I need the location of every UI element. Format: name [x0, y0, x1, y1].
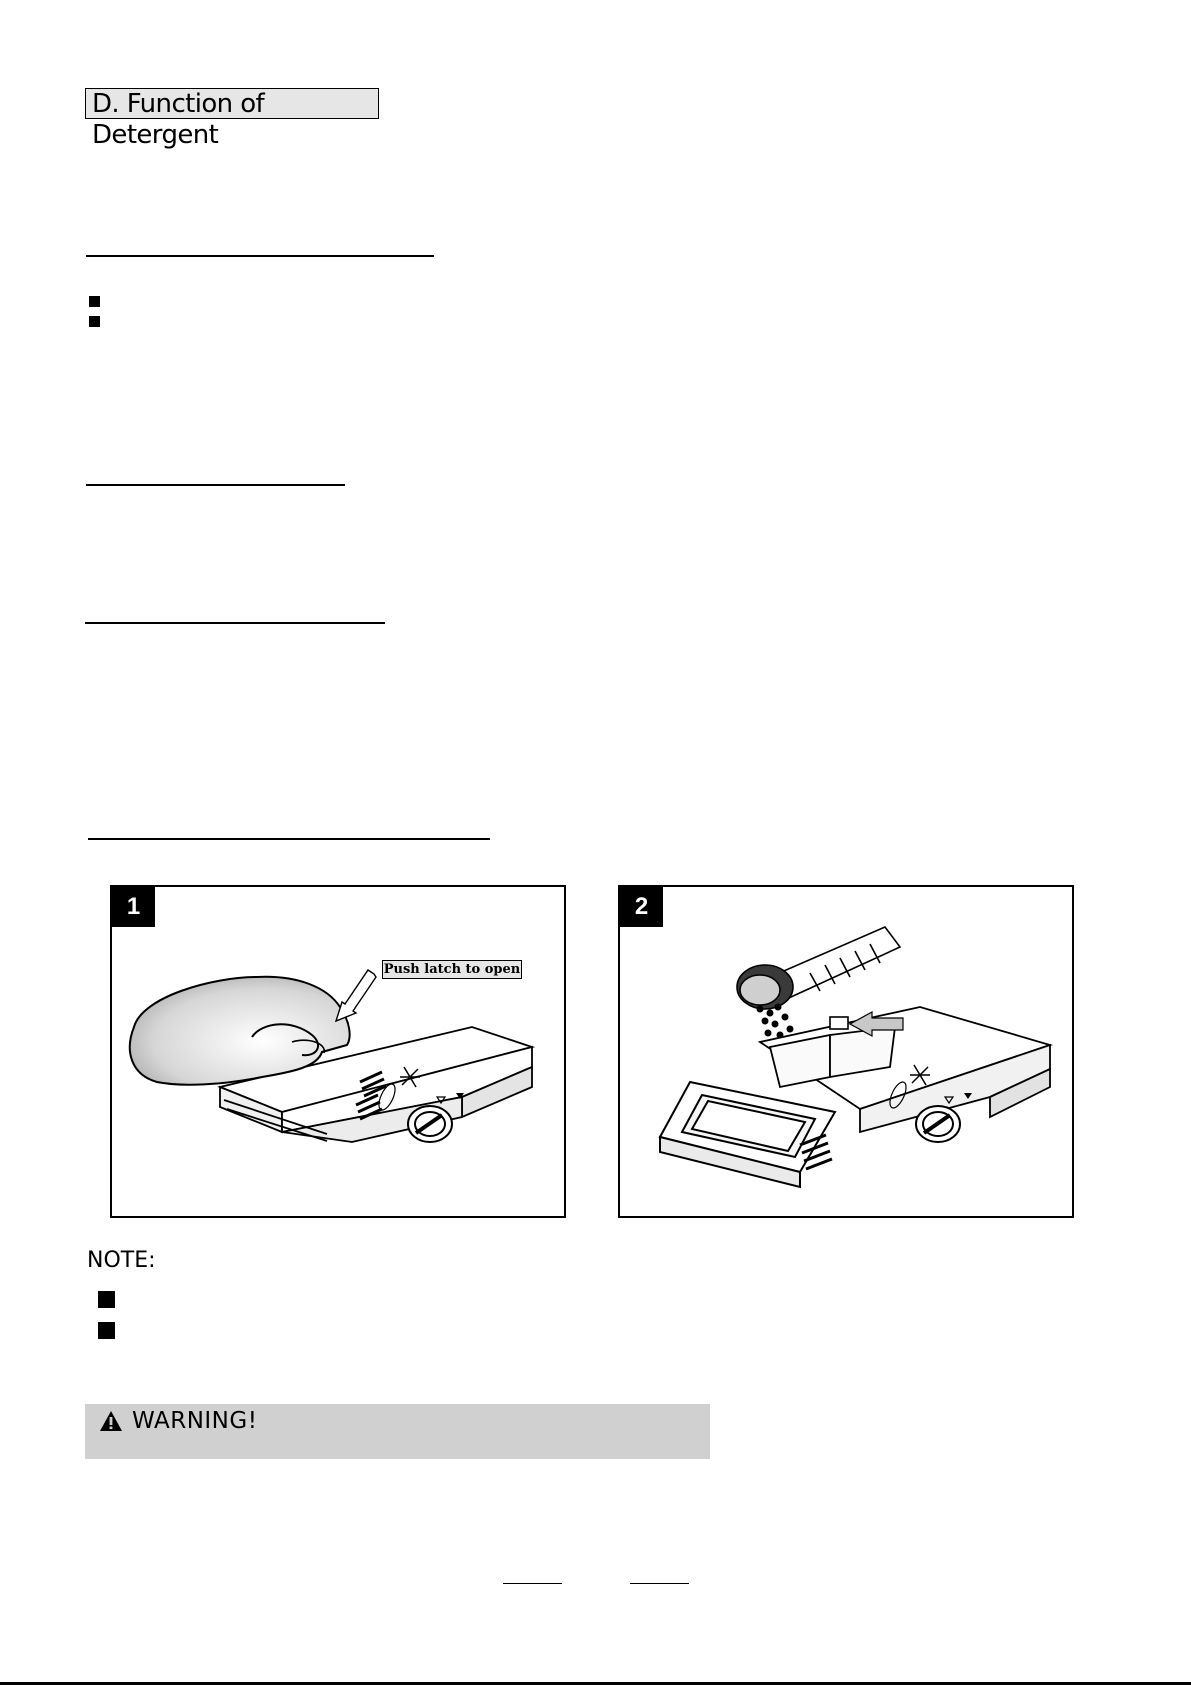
- subheading-rule-4: [88, 838, 490, 840]
- warning-triangle-icon: [99, 1410, 123, 1432]
- note-bullet: [98, 1291, 115, 1308]
- footer-rule-left: [503, 1583, 562, 1584]
- figure-1-number: 1: [112, 887, 155, 927]
- subheading-rule-1: [86, 255, 434, 257]
- list-bullet: [89, 316, 100, 327]
- list-bullet: [89, 296, 100, 307]
- warning-label: WARNING!: [132, 1408, 258, 1434]
- note-bullet: [98, 1322, 115, 1339]
- dispenser-filling-illustration: [620, 887, 1072, 1216]
- dispenser-open-illustration: [112, 887, 564, 1216]
- arrow-icon: [336, 970, 376, 1021]
- figure-1-frame: [110, 885, 566, 1218]
- push-latch-callout: Push latch to open: [383, 962, 521, 977]
- figure-2-frame: [618, 885, 1074, 1218]
- section-title: D. Function of Detergent: [85, 88, 379, 119]
- note-label: NOTE:: [87, 1248, 156, 1273]
- figure-2-number: 2: [620, 887, 663, 927]
- subheading-rule-2: [86, 484, 345, 486]
- footer-rule-right: [630, 1583, 689, 1584]
- measuring-scoop-illustration: [737, 927, 900, 1009]
- subheading-rule-3: [85, 622, 385, 624]
